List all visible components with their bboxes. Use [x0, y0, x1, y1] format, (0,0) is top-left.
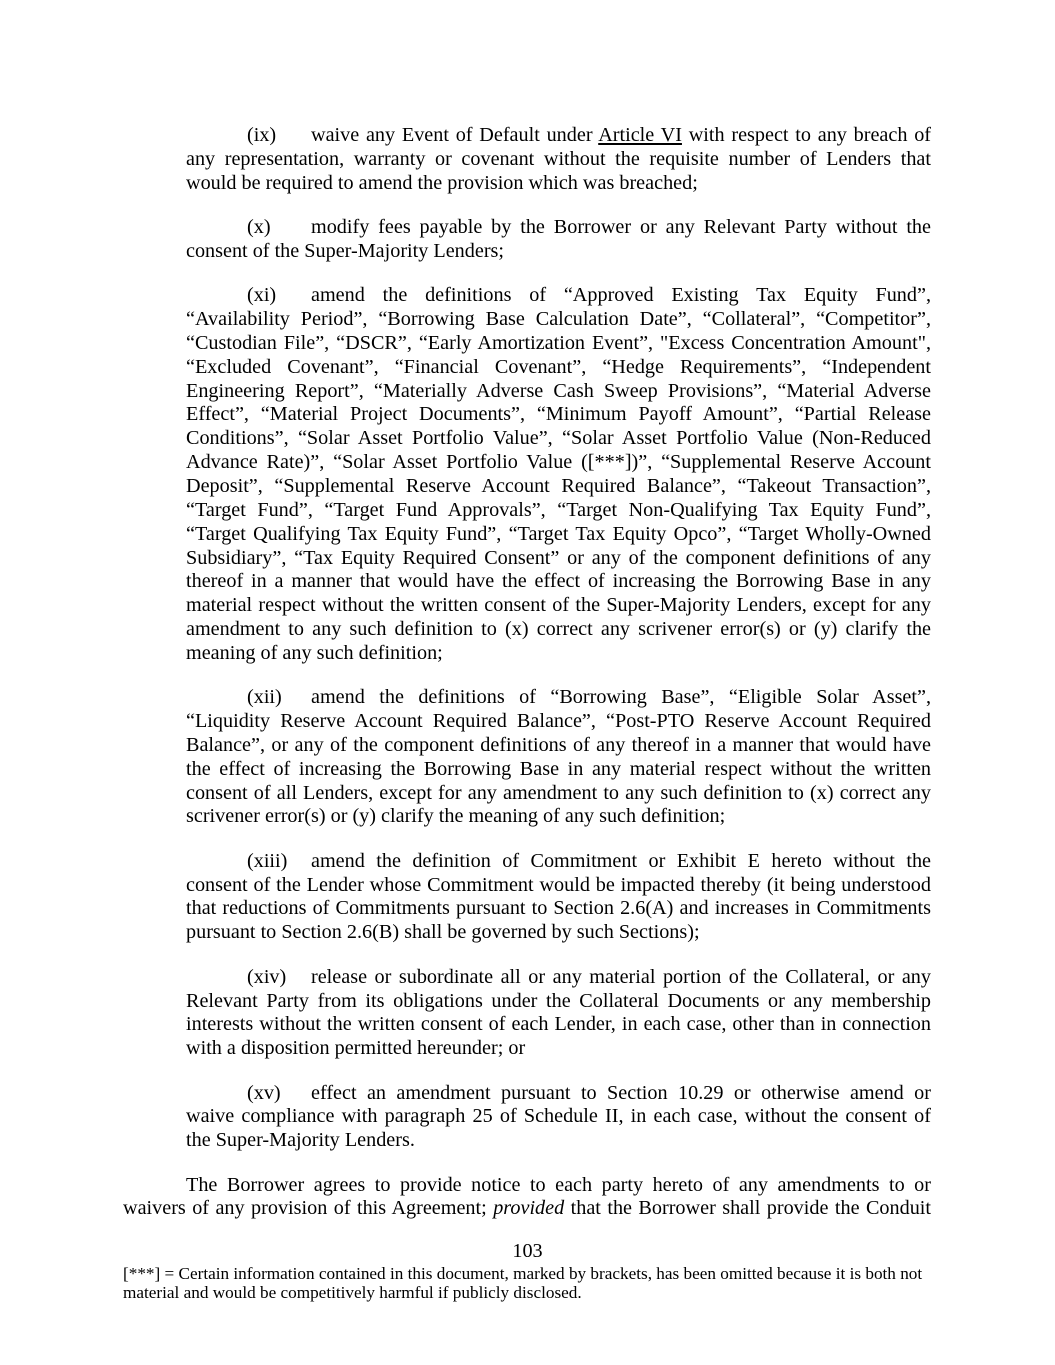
article-reference: Article VI — [598, 124, 682, 146]
clause-label: (xiv) — [247, 965, 287, 988]
clause-label: (xv) — [247, 1081, 281, 1104]
clause-label: (xi) — [247, 284, 277, 307]
text-line: thereof in a manner that would have the effect of increasing the Borrowing Base in any — [186, 570, 931, 593]
text-segment: waivers of any provision of this Agreement; — [123, 1197, 487, 1220]
clause-first-line-text: modify fees payable by the Borrower or any Relevant Party without the — [311, 216, 931, 239]
clause-xiii — [186, 850, 931, 945]
text-line: would be required to amend the provision which was breached; — [186, 171, 698, 194]
clause-first-line-text: effect an amendment pursuant to Section 10.29 or otherwise amend or — [311, 1081, 931, 1104]
clause-first-line-text: amend the definitions of “Borrowing Base”, “Eligible Solar Asset”, — [311, 686, 931, 709]
clause-label: (xiii) — [247, 849, 288, 872]
clause-first-line — [186, 124, 931, 148]
text-line: “Target Qualifying Tax Equity Fund”, “Target Tax Equity Opco”, “Target Wholly-Owned — [186, 522, 931, 545]
text-line: consent of all Lenders, except for any amendment to any such definition to (x) correct any — [186, 781, 931, 804]
clause-label: (xii) — [247, 686, 282, 709]
clause-label: (ix) — [247, 124, 277, 146]
text-line: any representation, warranty or covenant without the requisite number of Lenders that — [186, 147, 931, 170]
text-segment: with respect to any breach of — [688, 124, 932, 146]
page-number: 103 — [512, 1240, 543, 1262]
text-line: “Custodian File”, “DSCR”, “Early Amortization Event”, "Excess Concentration Amount", — [186, 331, 931, 354]
emphasized-term: provided — [493, 1197, 565, 1220]
body-text — [123, 124, 931, 1221]
text-line: scrivener error(s) or (y) clarify the meaning of any such definition; — [186, 805, 726, 828]
text-line: “Availability Period”, “Borrowing Base Calculation Date”, “Collateral”, “Competitor”, — [186, 308, 931, 331]
clause-first-line-text — [311, 124, 931, 148]
clause-first-line — [186, 284, 931, 308]
clause-ix — [186, 124, 931, 196]
clause-first-line-text: amend the definitions of “Approved Existing Tax Equity Fund”, — [311, 284, 931, 307]
footnote — [123, 1264, 943, 1302]
text-line: pursuant to Section 2.6(B) shall be governed by such Sections); — [186, 921, 700, 944]
text-line: “Liquidity Reserve Account Required Balance”, “Post-PTO Reserve Account Required — [186, 710, 931, 733]
text-line: Advance Rate)”, “Solar Asset Portfolio Value ([***])”, “Supplemental Reserve Account — [186, 451, 931, 474]
text-line: the effect of increasing the Borrowing Base in any material respect without the written — [186, 757, 931, 780]
text-line: with a disposition permitted hereunder; or — [186, 1037, 526, 1060]
text-line: Relevant Party from its obligations under the Collateral Documents or any membership — [186, 989, 931, 1012]
clause-first-line — [186, 1082, 931, 1106]
text-line: interests without the written consent of each Lender, in each case, other than in connection — [186, 1013, 931, 1036]
clause-first-line — [186, 216, 931, 240]
text-line: the Super-Majority Lenders. — [186, 1129, 415, 1152]
footnote-line: material and would be competitively harmful if publicly disclosed. — [123, 1283, 582, 1302]
text-line: Engineering Report”, “Materially Adverse Cash Sweep Provisions”, “Material Adverse — [186, 379, 931, 402]
text-line: “Target Fund”, “Target Fund Approvals”, “Target Non-Qualifying Tax Equity Fund”, — [186, 498, 931, 521]
text-line: Conditions”, “Solar Asset Portfolio Value”, “Solar Asset Portfolio Value (Non-Reduced — [186, 427, 931, 450]
clause-xv — [186, 1082, 931, 1154]
text-line: consent of the Super-Majority Lenders; — [186, 239, 505, 262]
text-line: material respect without the written consent of the Super-Majority Lenders, except for any — [186, 594, 931, 617]
text-line: Subsidiary”, “Tax Equity Required Consent” or any of the component definitions of any — [186, 546, 931, 569]
text-line: Effect”, “Material Project Documents”, “Minimum Payoff Amount”, “Partial Release — [186, 403, 931, 426]
text-line: consent of the Lender whose Commitment would be impacted thereby (it being understood — [186, 873, 931, 896]
clause-first-line — [186, 686, 931, 710]
text-line: Deposit”, “Supplemental Reserve Account Required Balance”, “Takeout Transaction”, — [186, 474, 931, 497]
clause-first-line — [186, 850, 931, 874]
text-segment: that the Borrower shall provide the Conduit — [570, 1197, 932, 1220]
text-line: that reductions of Commitments pursuant to Section 2.6(A) and increases in Commitments — [186, 897, 931, 920]
text-line: amendment to any such definition to (x) correct any scrivener error(s) or (y) clarify the — [186, 618, 931, 641]
text-line: “Excluded Covenant”, “Financial Covenant”, “Hedge Requirements”, “Independent — [186, 355, 931, 378]
text-line: meaning of any such definition; — [186, 641, 443, 664]
text-line: waive compliance with paragraph 25 of Schedule II, in each case, without the consent of — [186, 1105, 931, 1128]
text-line — [123, 1197, 931, 1221]
clause-first-line — [186, 966, 931, 990]
clause-xii — [186, 686, 931, 829]
clause-label: (x) — [247, 216, 271, 239]
text-line: Balance”, or any of the component definitions of any thereof in a manner that would have — [186, 733, 931, 756]
clause-xi — [186, 284, 931, 666]
clause-x — [186, 216, 931, 264]
clause-first-line-text: release or subordinate all or any material portion of the Collateral, or any — [311, 965, 931, 988]
text-line: The Borrower agrees to provide notice to each party hereto of any amendments to or — [186, 1173, 931, 1196]
clause-xiv — [186, 966, 931, 1061]
closing-paragraph — [123, 1174, 931, 1222]
footnote-line: [***] = Certain information contained in this document, marked by brackets, has been omitted because it is both not — [123, 1264, 923, 1283]
clause-first-line-text: amend the definition of Commitment or Exhibit E hereto without the — [311, 849, 931, 872]
text-segment: waive any Event of Default under — [311, 124, 593, 146]
